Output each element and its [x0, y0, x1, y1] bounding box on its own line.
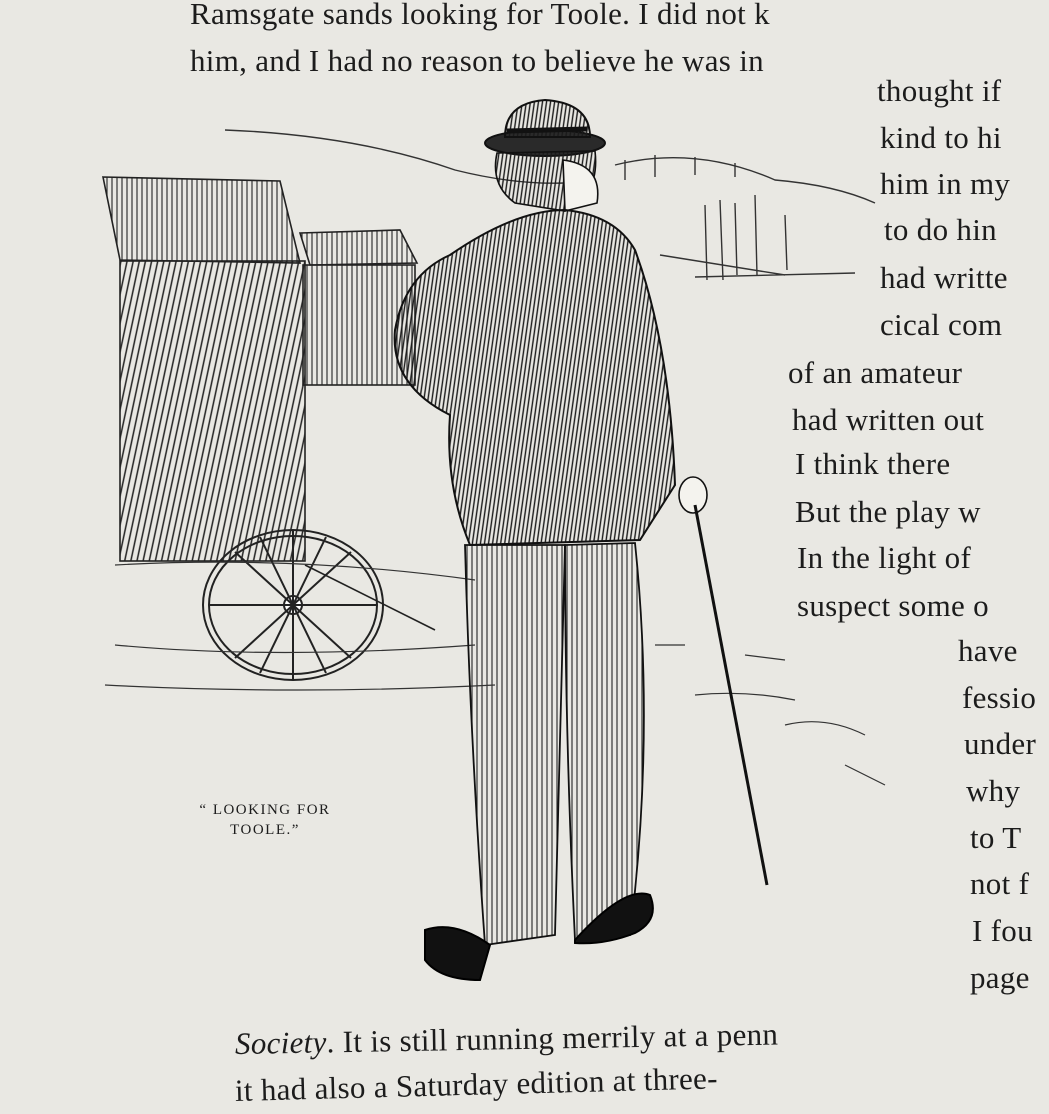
bathing-machines	[103, 177, 435, 630]
text-line-12: But the play w	[795, 494, 981, 529]
text-line-14: suspect some o	[797, 588, 989, 623]
caption-line-2: TOOLE.”	[230, 822, 300, 839]
text-line-17: under	[964, 726, 1037, 761]
text-line-19: to T	[970, 820, 1022, 855]
text-line-2: him, and I had no reason to believe he was in	[190, 43, 764, 78]
text-line-5: him in my	[880, 166, 1011, 201]
italic-society: Society	[234, 1024, 327, 1061]
cart-wheel	[203, 530, 383, 680]
text-line-21: I fou	[972, 913, 1033, 948]
text-line-7: had writte	[880, 260, 1008, 295]
engraving-illustration	[95, 85, 925, 1015]
text-line-6: to do hin	[884, 212, 997, 247]
figure-cane	[679, 477, 767, 885]
text-line-bottom-1	[234, 1016, 779, 1061]
figure-head	[495, 151, 597, 211]
text-line-3: thought if	[877, 73, 1002, 108]
caption-line-1: “ LOOKING FOR	[199, 802, 331, 818]
figure-trousers	[465, 543, 644, 945]
text-line-8: cical com	[880, 307, 1003, 342]
text-line-22: page	[970, 960, 1030, 995]
text-line-13: In the light of	[797, 540, 972, 575]
text-line-4: kind to hi	[880, 120, 1002, 155]
text-line-1: Ramsgate sands looking for Toole. I did not k	[190, 0, 770, 31]
text-line-15: have	[958, 633, 1018, 668]
text-line-10: had written out	[792, 402, 985, 437]
text-line-16: fessio	[962, 680, 1037, 715]
text-line-18: why	[966, 773, 1021, 808]
figure-hat	[485, 100, 605, 156]
figure-jacket	[395, 210, 675, 545]
text-line-9: of an amateur	[788, 355, 963, 390]
text-line-20: not f	[970, 866, 1030, 901]
bottom-line-1-rest: . It is still running merrily at a penn	[326, 1016, 779, 1060]
text-line-11: I think there	[795, 446, 951, 481]
text-line-bottom-2: it had also a Saturday edition at three-	[234, 1060, 719, 1108]
